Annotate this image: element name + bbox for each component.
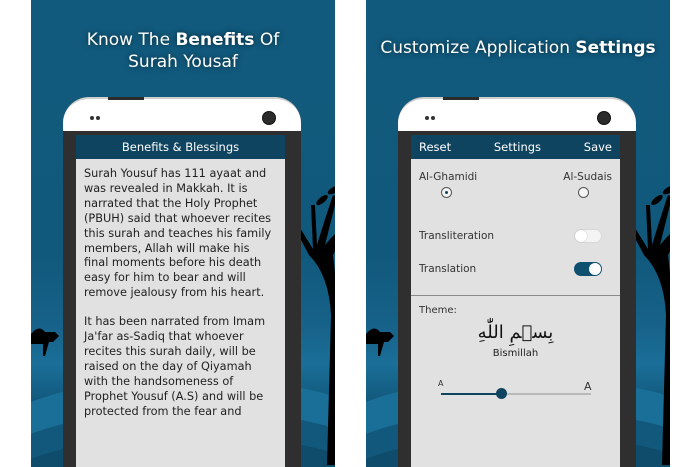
- font-size-min-label: A: [438, 379, 444, 388]
- arabic-preview: بِسۡمِ اللّٰهِ: [477, 322, 554, 343]
- save-button[interactable]: Save: [583, 140, 612, 154]
- reset-button[interactable]: Reset: [419, 140, 452, 154]
- camel-silhouette-icon: [366, 320, 396, 370]
- screen-title: Benefits & Blessings: [121, 140, 240, 154]
- power-button: [108, 97, 144, 100]
- app-bar: [76, 135, 285, 159]
- translation-label: Translation: [419, 263, 477, 275]
- preview-caption: Bismillah: [492, 348, 539, 359]
- speaker-icon: [425, 116, 429, 120]
- theme-section: [411, 295, 620, 467]
- settings-toolbar: [411, 135, 620, 159]
- phone-top-bezel: [398, 97, 636, 131]
- headline: Know The Benefits Of Surah Yousaf: [86, 30, 280, 72]
- benefits-text: [76, 159, 285, 420]
- phone-mockup: [63, 97, 301, 467]
- reciter-label-al-sudais: Al-Sudais: [563, 171, 612, 183]
- font-size-slider[interactable]: [441, 393, 591, 395]
- benefits-screen: [76, 135, 285, 467]
- transliteration-label: Transliteration: [419, 230, 495, 242]
- phone-mockup: [398, 97, 636, 467]
- reciter-options: [411, 159, 620, 295]
- promo-panel-benefits: [31, 0, 335, 467]
- slider-fill: [441, 393, 501, 395]
- settings-screen: [411, 135, 620, 467]
- power-button: [443, 97, 479, 100]
- transliteration-toggle[interactable]: [574, 229, 602, 243]
- phone-top-bezel: [63, 97, 301, 131]
- reciter-label-al-ghamidi: Al-Ghamidi: [419, 171, 478, 183]
- radio-al-ghamidi[interactable]: [441, 187, 452, 198]
- camel-silhouette-icon: [31, 320, 61, 370]
- speaker-icon: [90, 116, 94, 120]
- camera-icon: [597, 111, 611, 125]
- camera-icon: [262, 111, 276, 125]
- screen-title: Settings: [493, 140, 542, 154]
- paragraph: It has been narrated from Imam Ja'far as-Sadiq that whoever recites this surah daily, will be raised on the day of Qiyamah with the handsomeness of Prophet Yousuf (A.S) and will be protected from the fear and: [84, 315, 266, 418]
- theme-label: Theme:: [419, 305, 457, 316]
- slider-thumb[interactable]: [496, 388, 507, 399]
- radio-al-sudais[interactable]: [578, 187, 589, 198]
- paragraph: Surah Yousuf has 111 ayaat and was revealed in Makkah. It is narrated that the Holy Prophet (PBUH) said that whoever recites this surah and teaches his family members, Allah will make his final moments before his death easy for him to bear and will remove jealousy from his heart.: [84, 167, 272, 300]
- translation-toggle[interactable]: [574, 262, 602, 276]
- headline: Customize Application Settings: [380, 38, 656, 58]
- promo-panel-settings: [366, 0, 670, 467]
- font-size-max-label: A: [584, 380, 592, 393]
